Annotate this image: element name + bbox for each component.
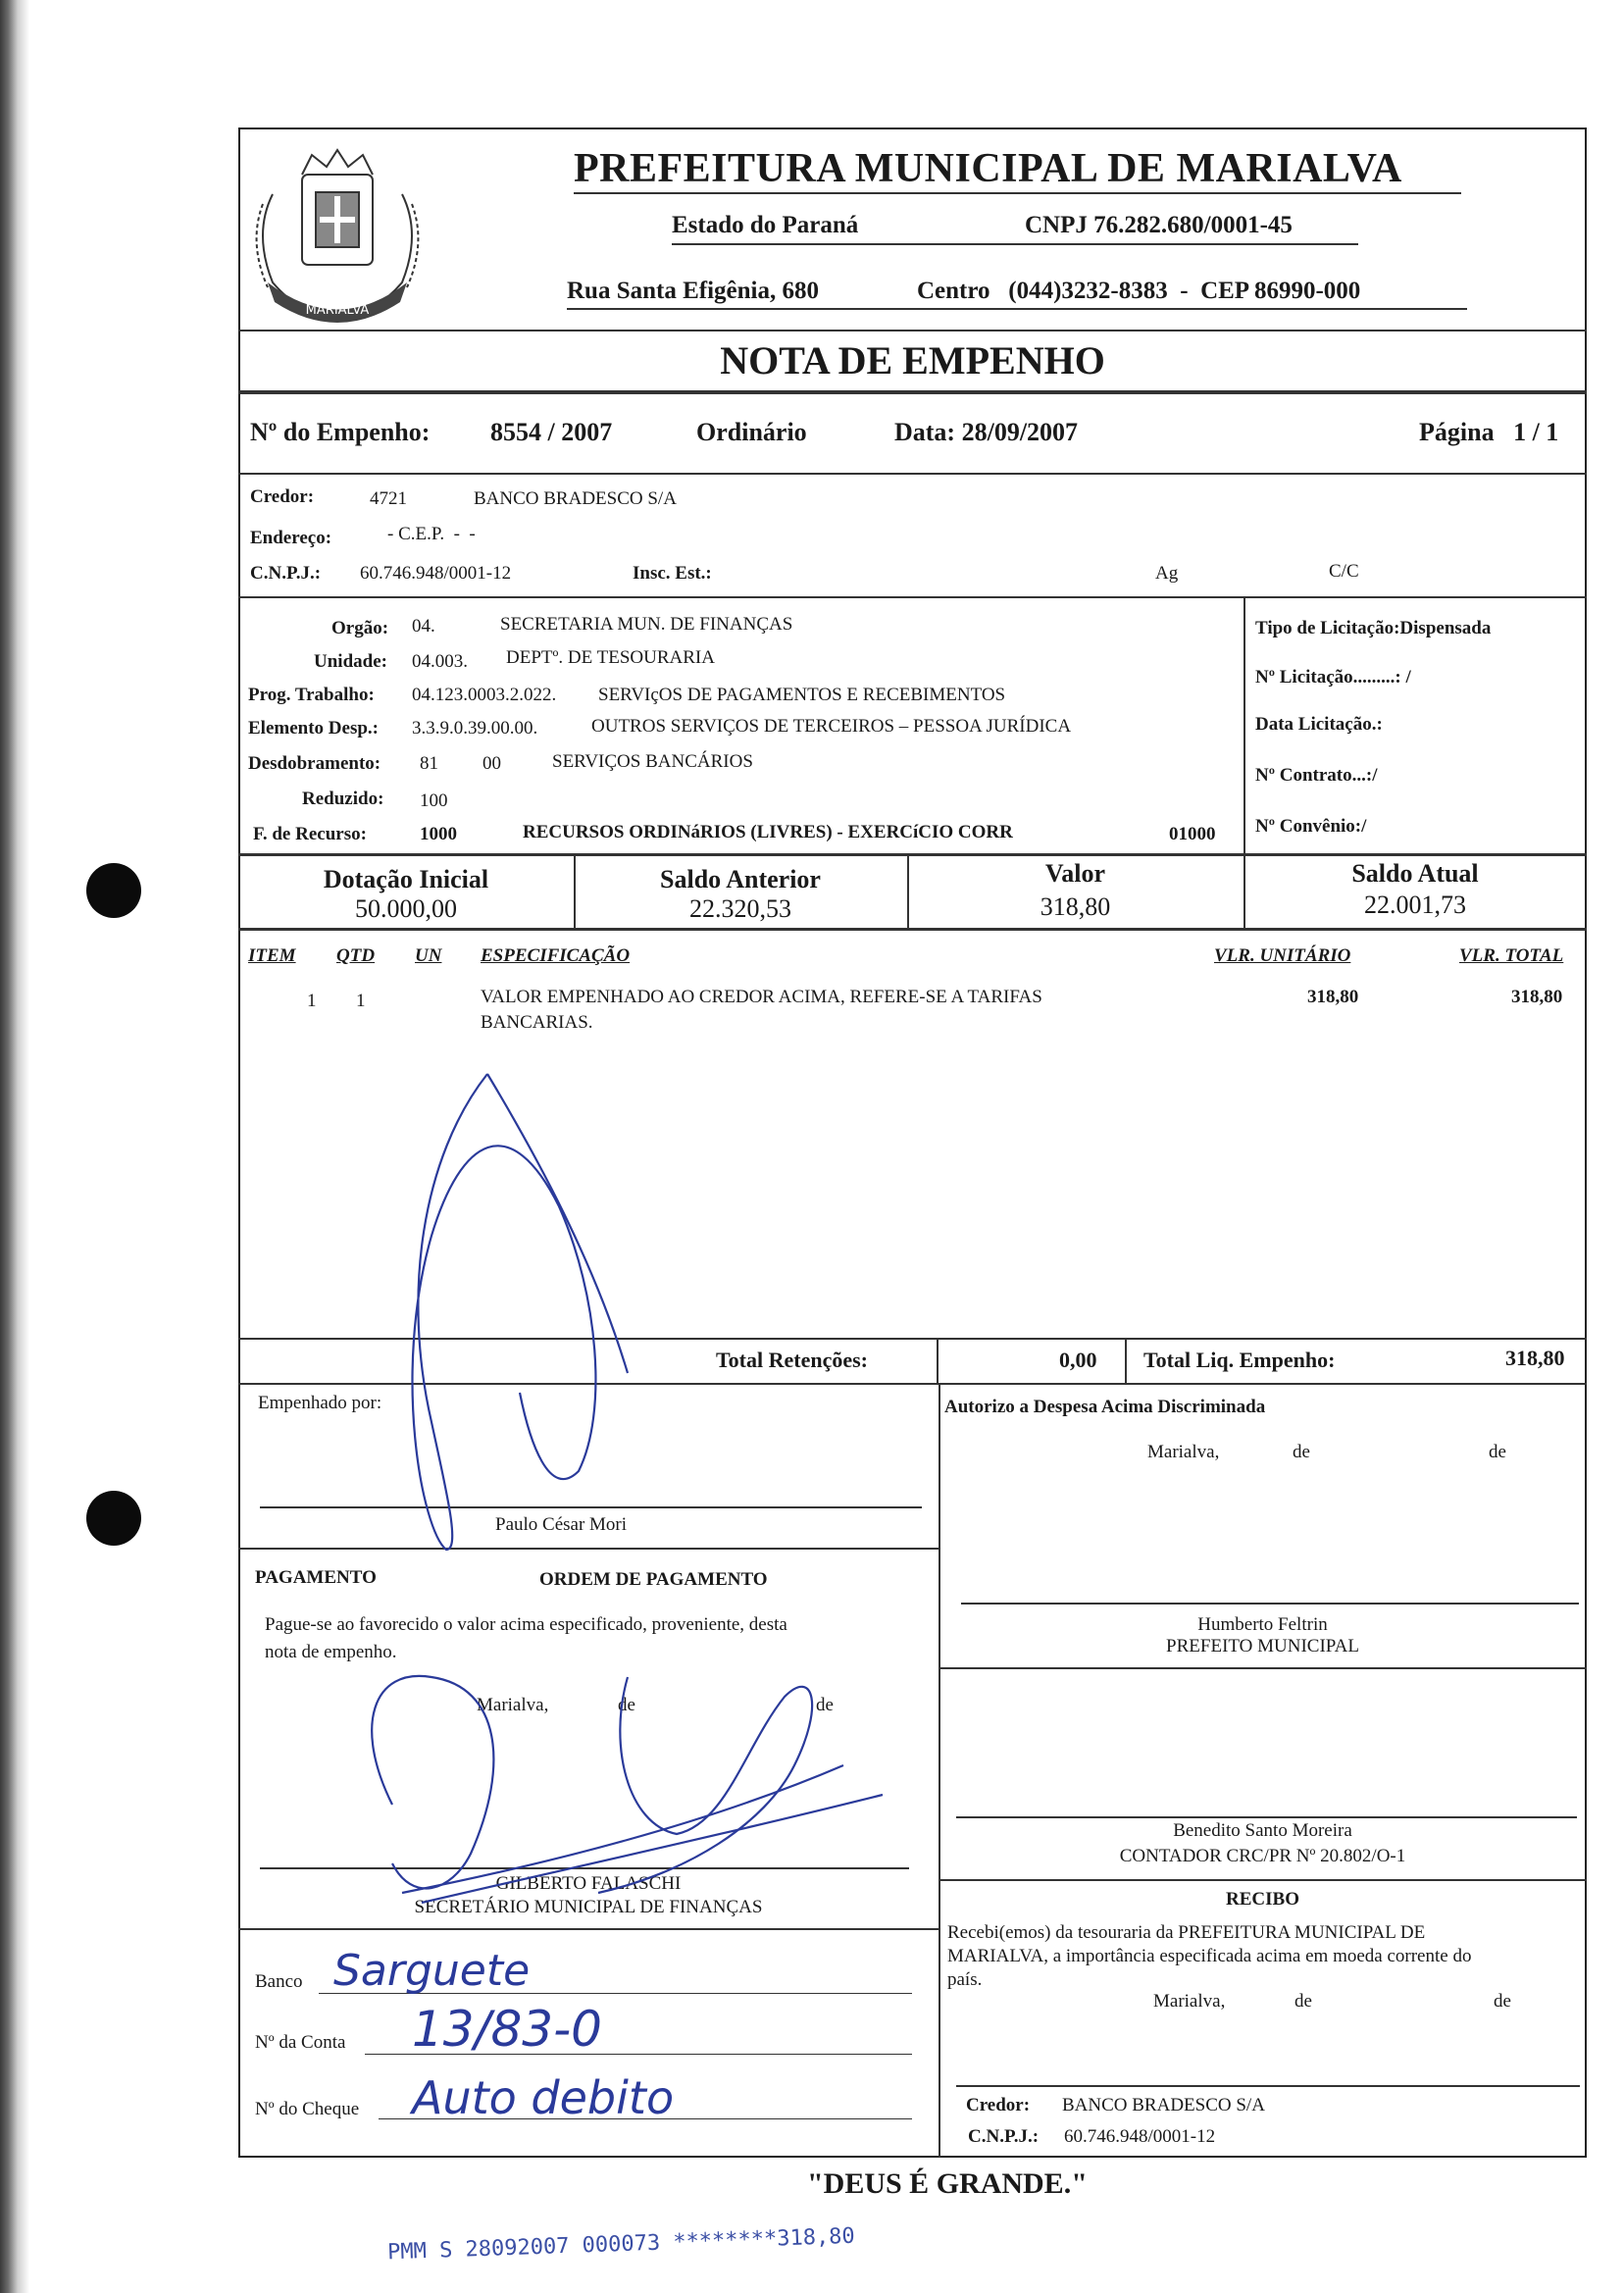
credor-name: BANCO BRADESCO S/A [474,488,677,509]
header-cnpj: CNPJ 76.282.680/0001-45 [1025,212,1293,238]
endereco-label: Endereço: [250,528,332,548]
punch-hole-bottom [86,1491,141,1546]
prefeito-title: PREFEITO MUNICIPAL [1166,1636,1359,1656]
punch-hole-top [86,863,141,918]
valor-value: 318,80 [1040,892,1111,921]
items-header-vlr-total: VLR. TOTAL [1459,945,1564,966]
items-header-un: UN [415,945,442,966]
unidade-label: Unidade: [314,651,387,672]
recurso-code: 01000 [1169,824,1216,844]
data-licitacao: Data Licitação.: [1255,714,1383,735]
pagamento-text-line2: nota de empenho. [265,1642,397,1662]
pagamento-de-2: de [816,1695,834,1715]
municipality-title: PREFEITURA MUNICIPAL DE MARIALVA [574,146,1402,191]
items-header-vlr-unitario: VLR. UNITÁRIO [1214,945,1351,966]
saldo-anterior-label: Saldo Anterior [660,865,821,893]
pagamento-city: Marialva, [477,1695,549,1715]
address: Rua Santa Efigênia, 680 [567,278,819,304]
item-total-value: 318,80 [1511,987,1563,1007]
credor-label: Credor: [250,486,315,507]
recibo-cnpj-label: C.N.P.J.: [968,2126,1040,2147]
banco-label: Banco [255,1971,303,1992]
empenho-number-label: Nº do Empenho: [250,418,431,446]
page-number: Página 1 / 1 [1419,418,1559,446]
prefeito-name: Humberto Feltrin [1197,1614,1328,1635]
cheque-handwritten: Auto debito [412,2071,675,2124]
empenho-type: Ordinário [696,418,807,446]
elemento-label: Elemento Desp.: [248,718,379,739]
autorizo-de-1: de [1293,1442,1310,1462]
tipo-licitacao: Tipo de Licitação:Dispensada [1255,618,1492,638]
ordem-pagamento-label: ORDEM DE PAGAMENTO [539,1569,768,1590]
recibo-text-line3: país. [947,1969,983,1990]
recibo-credor-value: BANCO BRADESCO S/A [1062,2095,1265,2115]
empenhado-por-name: Paulo César Mori [495,1514,628,1535]
empenho-date: Data: 28/09/2007 [894,418,1079,446]
motto: "DEUS É GRANDE." [807,2167,1088,2200]
desdobramento-description: SERVIÇOS BANCÁRIOS [552,751,753,772]
item-spec-line2: BANCARIAS. [481,1012,593,1033]
conta-label: Nº da Conta [255,2032,346,2053]
state-name: Estado do Paraná [672,212,859,238]
reduzido-label: Reduzido: [302,789,384,809]
total-retencoes-label: Total Retenções: [716,1348,868,1372]
credor-code: 4721 [370,488,407,509]
autorizo-de-2: de [1489,1442,1506,1462]
numero-contrato: Nº Contrato...:/ [1255,765,1378,786]
endereco-value: - C.E.P. - - [387,524,476,544]
svg-text:MARIALVA: MARIALVA [305,303,370,318]
orgao-label: Orgão: [331,618,389,638]
item-quantity: 1 [356,991,366,1011]
autorizo-city: Marialva, [1147,1442,1220,1462]
agency-label: Ag [1155,563,1179,584]
reduzido-value: 100 [420,790,448,811]
recibo-credor-label: Credor: [966,2095,1031,2115]
desdobramento-value: 81 [420,753,438,774]
dotacao-inicial-label: Dotação Inicial [323,865,489,893]
unidade-value: 04.003. [412,651,468,672]
recurso-value: 1000 [420,824,457,844]
recibo-de-1: de [1294,1991,1312,2012]
prog-trabalho-value: 04.123.0003.2.022. [412,685,557,705]
numero-licitacao: Nº Licitação.........: / [1255,667,1411,688]
cnpj-label: C.N.P.J.: [250,563,322,584]
saldo-anterior-value: 22.320,53 [689,894,791,923]
empenho-number: 8554 / 2007 [490,418,613,446]
contador-name: Benedito Santo Moreira [1173,1820,1352,1841]
elemento-value: 3.3.9.0.39.00.00. [412,718,538,739]
total-liquido-value: 318,80 [1505,1346,1565,1370]
elemento-description: OUTROS SERVIÇOS DE TERCEIROS – PESSOA JURÍDICA [591,716,1072,737]
cnpj-value: 60.746.948/0001-12 [360,563,512,584]
account-label: C/C [1329,561,1359,582]
items-header-qtd: QTD [336,945,376,966]
saldo-atual-label: Saldo Atual [1351,859,1479,888]
items-header-especificacao: ESPECIFICAÇÃO [481,945,631,966]
scan-left-edge [0,0,29,2293]
recibo-city: Marialva, [1153,1991,1226,2012]
secretario-name: GILBERTO FALASCHI [495,1873,682,1894]
pagamento-text-line1: Pague-se ao favorecido o valor acima especificado, proveniente, desta [265,1614,787,1635]
numero-convenio: Nº Convênio:/ [1255,816,1367,837]
recibo-text-line1: Recebi(emos) da tesouraria da PREFEITURA MUNICIPAL DE [947,1922,1426,1943]
total-liquido-label: Total Liq. Empenho: [1143,1348,1336,1372]
payment-stamp: PMM S 28092007 000073 ********318,80 [386,2223,856,2266]
items-header-item: ITEM [248,945,296,966]
cheque-label: Nº do Cheque [255,2099,360,2119]
saldo-atual-value: 22.001,73 [1364,891,1466,919]
recurso-description: RECURSOS ORDINáRIOS (LIVRES) - EXERCíCIO CORR [523,822,1013,842]
prog-trabalho-label: Prog. Trabalho: [248,685,375,705]
desdobramento-sub: 00 [482,753,501,774]
recurso-label: F. de Recurso: [253,824,367,844]
prog-trabalho-description: SERVIçOS DE PAGAMENTOS E RECEBIMENTOS [598,685,1006,705]
orgao-description: SECRETARIA MUN. DE FINANÇAS [500,614,793,635]
orgao-value: 04. [412,616,435,637]
recibo-title: RECIBO [1226,1889,1299,1910]
recibo-de-2: de [1494,1991,1511,2012]
secretario-title: SECRETÁRIO MUNICIPAL DE FINANÇAS [414,1897,763,1917]
valor-label: Valor [1044,859,1106,888]
desdobramento-label: Desdobramento: [248,753,381,774]
pagamento-label: PAGAMENTO [255,1567,377,1588]
document-title: NOTA DE EMPENHO [720,338,1105,382]
conta-handwritten: 13/83-0 [412,2001,602,2058]
unidade-description: DEPTº. DE TESOURARIA [506,647,715,668]
contador-title: CONTADOR CRC/PR Nº 20.802/O-1 [1119,1846,1406,1866]
total-retencoes-value: 0,00 [1059,1348,1097,1372]
municipal-crest-logo [243,135,431,331]
item-unit-value: 318,80 [1307,987,1359,1007]
item-number: 1 [307,991,317,1011]
item-spec-line1: VALOR EMPENHADO AO CREDOR ACIMA, REFERE-SE A TARIFAS [481,987,1042,1007]
recibo-cnpj-value: 60.746.948/0001-12 [1064,2126,1216,2147]
dotacao-inicial-value: 50.000,00 [355,894,457,923]
autorizo-label: Autorizo a Despesa Acima Discriminada [944,1397,1266,1417]
empenhado-por-label: Empenhado por: [258,1393,382,1413]
banco-handwritten: Sarguete [333,1946,531,1996]
recibo-text-line2: MARIALVA, a importância especificada acima em moeda corrente do [947,1946,1472,1966]
pagamento-de-1: de [618,1695,635,1715]
header-contact: Centro (044)3232-8383 - CEP 86990-000 [917,278,1361,304]
insc-est-label: Insc. Est.: [633,563,712,584]
